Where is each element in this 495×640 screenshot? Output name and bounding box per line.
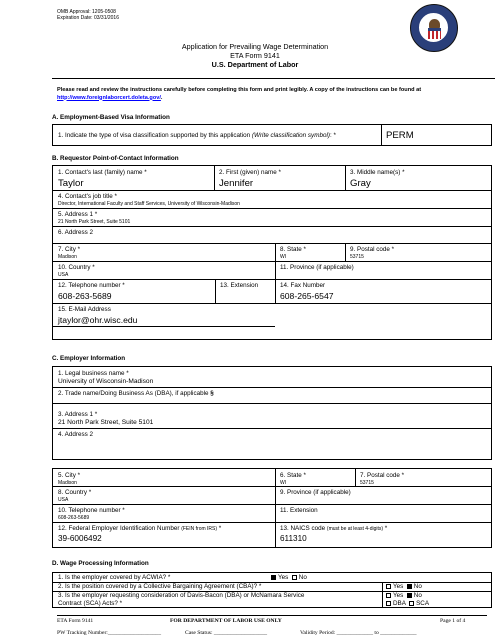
acwia-no-checkbox[interactable] xyxy=(292,575,297,580)
employer-country-field[interactable]: USA xyxy=(58,497,69,503)
instructions-link[interactable]: http://www.foreignlaborcert.doleta.gov/ xyxy=(57,94,161,101)
email-field[interactable]: jtaylor@ohr.wisc.edu xyxy=(58,315,138,325)
employer-phone-label: 10. Telephone number * xyxy=(58,507,125,514)
state-field[interactable]: WI xyxy=(280,254,287,260)
middle-name-label: 3. Middle name(s) * xyxy=(350,169,405,176)
intro-text: Please read and review the instructions carefully before completing this form and print legibly. A copy of the instructions can be found at xyxy=(57,87,422,93)
employer-address1-label: 3. Address 1 * xyxy=(58,411,98,418)
telephone-label: 12. Telephone number * xyxy=(58,282,125,289)
telephone-field[interactable]: 608-263-5689 xyxy=(58,291,112,301)
cba-yes-checkbox[interactable] xyxy=(386,584,391,589)
footer-form-id: ETA Form 9141 xyxy=(57,618,94,624)
cba-options: Yes No xyxy=(386,583,422,590)
section-c-heading: C. Employer Information xyxy=(52,355,126,362)
dol-seal-logo xyxy=(410,4,458,52)
visa-classification-label: 1. Indicate the type of visa classification supported by this application (Write classification symbol): * xyxy=(58,132,336,139)
employer-province-label: 9. Province (if applicable) xyxy=(280,489,351,496)
middle-name-field[interactable]: Gray xyxy=(350,178,371,189)
first-name-label: 2. First (given) name * xyxy=(219,169,281,176)
employer-extension-label: 11. Extension xyxy=(280,507,318,514)
employer-country-label: 8. Country * xyxy=(58,489,92,496)
footer-case-status: Case Status: ___________________ xyxy=(185,630,268,636)
country-field[interactable]: USA xyxy=(58,272,69,278)
expiration-date: Expiration Date: 03/31/2016 xyxy=(57,15,119,22)
last-name-label: 1. Contact's last (family) name * xyxy=(58,169,147,176)
naics-label: 13. NAICS code (must be at least 4-digits) * xyxy=(280,525,388,532)
employer-postal-label: 7. Postal code * xyxy=(360,472,405,479)
city-field[interactable]: Madison xyxy=(58,254,77,260)
employer-address1-field[interactable]: 21 North Park Street, Suite 5101 xyxy=(58,419,154,426)
fein-label: 12. Federal Employer Identification Number (FEIN from IRS) * xyxy=(58,525,222,532)
omb-info xyxy=(57,9,119,21)
section-d-heading: D. Wage Processing Information xyxy=(52,560,149,567)
extension-label: 13. Extension xyxy=(220,282,259,289)
acwia-yes-checkbox[interactable] xyxy=(271,575,276,580)
acwia-question: 1. Is the employer covered by ACWIA? * xyxy=(58,574,171,581)
footer-dol-use-only: FOR DEPARTMENT OF LABOR USE ONLY xyxy=(170,618,282,624)
fax-field[interactable]: 608-265-6547 xyxy=(280,291,334,301)
omb-approval: OMB Approval: 1205-0508 xyxy=(57,9,116,15)
fax-label: 14. Fax Number xyxy=(280,282,326,289)
form-title xyxy=(140,42,370,70)
section-b-heading: B. Requestor Point-of-Contact Information xyxy=(52,155,179,162)
footer-page-number: Page 1 of 4 xyxy=(440,618,466,624)
employer-location-box xyxy=(52,468,492,548)
footer-validity-period: Validity Period: _____________ to _____________ xyxy=(300,630,417,636)
cba-question: 2. Is the position covered by a Collective Bargaining Agreement (CBA)? * xyxy=(58,583,262,590)
legal-name-label: 1. Legal business name * xyxy=(58,370,129,377)
employer-postal-field[interactable]: 53715 xyxy=(360,480,374,486)
job-title-label: 4. Contact's job title * xyxy=(58,193,117,200)
employer-state-label: 6. State * xyxy=(280,472,306,479)
instructions-notice: Please read and review the instructions carefully before completing this form and print legibly. A copy of the instructions can be found at http://www.foreignlaborcert.doleta.gov/. xyxy=(57,87,422,101)
visa-classification-field[interactable]: PERM xyxy=(386,130,414,141)
employer-city-label: 5. City * xyxy=(58,472,81,479)
dba-sca-act-options: DBA SCA xyxy=(386,600,429,607)
section-a-heading: A. Employment-Based Visa Information xyxy=(52,114,170,121)
address1-label: 5. Address 1 * xyxy=(58,211,98,218)
postal-code-label: 9. Postal code * xyxy=(350,246,395,253)
address2-label: 6. Address 2 xyxy=(58,229,94,236)
dba-sca-yes-checkbox[interactable] xyxy=(386,593,391,598)
footer-tracking-number: PW Tracking Number:___________________ xyxy=(57,630,162,636)
dba-sca-question-line2: Contract (SCA) Acts? * xyxy=(58,600,123,607)
dba-sca-no-checkbox[interactable] xyxy=(407,593,412,598)
employer-info-box xyxy=(52,366,492,460)
job-title-field[interactable]: Director, International Faculty and Staff Services, University of Wisconsin-Madison xyxy=(58,201,240,207)
dba-sca-yes-no-options: Yes No xyxy=(386,592,422,599)
footer-divider xyxy=(57,615,487,616)
email-label: 15. E-Mail Address xyxy=(58,306,111,313)
naics-field[interactable]: 611310 xyxy=(280,534,307,543)
wage-processing-box xyxy=(52,572,492,608)
legal-name-field[interactable]: University of Wisconsin-Madison xyxy=(58,378,154,385)
province-label: 11. Province (if applicable) xyxy=(280,264,354,271)
first-name-field[interactable]: Jennifer xyxy=(219,178,254,189)
acwia-options: Yes No xyxy=(271,574,307,581)
employer-state-field[interactable]: WI xyxy=(280,480,287,486)
dba-label: 2. Trade name/Doing Business As (DBA), if applicable § xyxy=(58,390,214,397)
last-name-field[interactable]: Taylor xyxy=(58,178,84,189)
dba-checkbox[interactable] xyxy=(386,601,391,606)
postal-code-field[interactable]: 53715 xyxy=(350,254,364,260)
employer-city-field[interactable]: Madison xyxy=(58,480,77,486)
header-divider xyxy=(52,78,495,79)
state-label: 8. State * xyxy=(280,246,306,253)
city-label: 7. City * xyxy=(58,246,81,253)
sca-checkbox[interactable] xyxy=(409,601,414,606)
dba-sca-question-line1: 3. Is the employer requesting consideration of Davis-Bacon (DBA) or McNamara Service xyxy=(58,592,305,599)
requestor-contact-box xyxy=(52,165,492,340)
employer-address2-label: 4. Address 2 xyxy=(58,431,94,438)
visa-classification-box xyxy=(52,124,492,146)
country-label: 10. Country * xyxy=(58,264,95,271)
form-title-line3: U.S. Department of Labor xyxy=(211,60,299,70)
form-title-line2: ETA Form 9141 xyxy=(230,51,280,61)
fein-field[interactable]: 39-6006492 xyxy=(58,534,102,543)
employer-phone-field[interactable]: 608-263-5689 xyxy=(58,515,90,521)
address1-field[interactable]: 21 North Park Street, Suite 5101 xyxy=(58,219,131,225)
form-title-line1: Application for Prevailing Wage Determination xyxy=(181,42,329,51)
cba-no-checkbox[interactable] xyxy=(407,584,412,589)
